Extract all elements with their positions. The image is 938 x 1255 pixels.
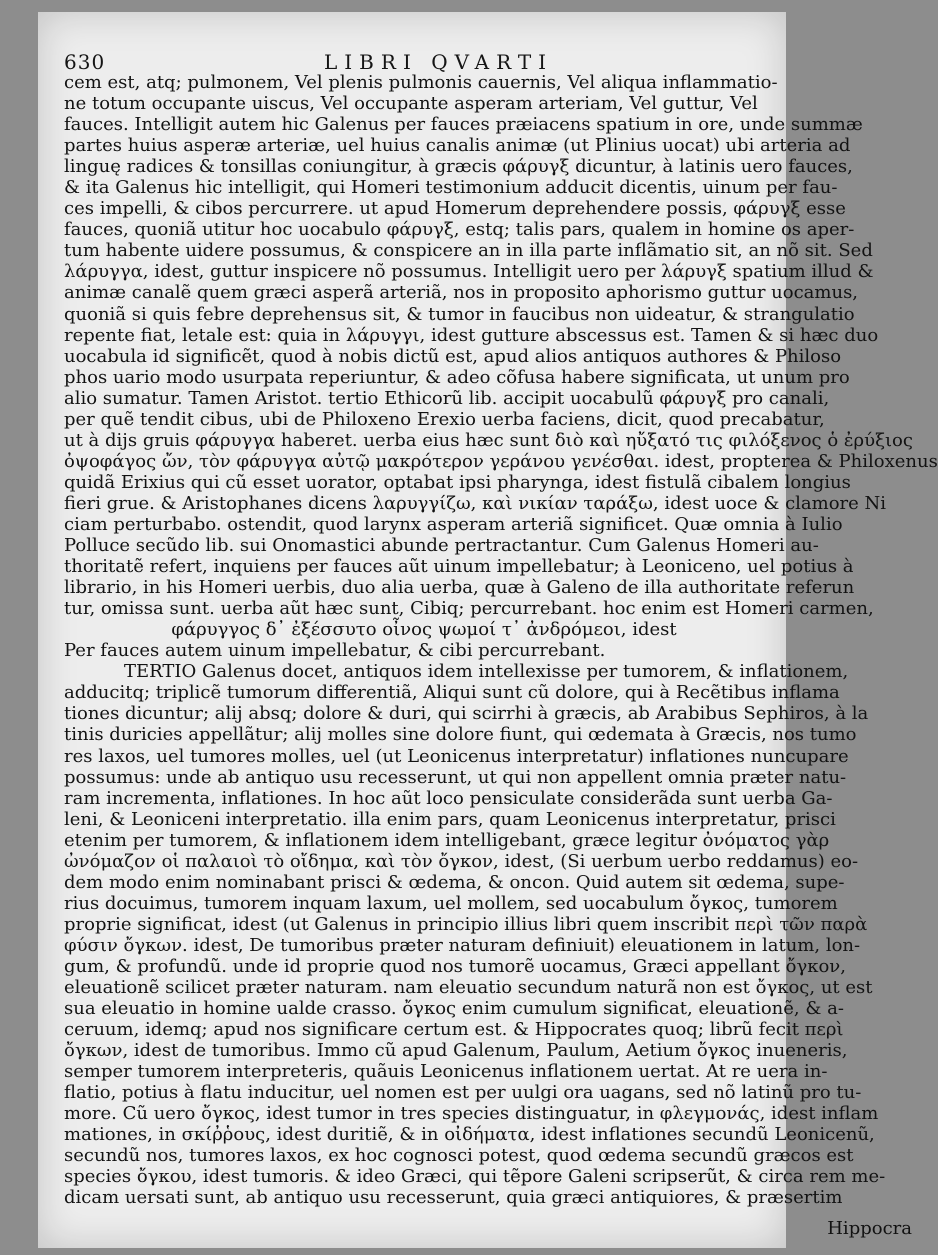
- text-line: ciam perturbabo. ostendit, quod larynx asperam arteriã significet. Quæ omnia à Iulio: [64, 513, 843, 535]
- text-line: fauces, quoniã utitur hoc uocabulo φάρυγξ, estq; talis pars, qualem in homine os aper-: [64, 219, 855, 241]
- text-line: ram incrementa, inflationes. In hoc aũt loco pensiculate considerãda sunt uerba Ga-: [64, 787, 833, 809]
- text-line: thoritatẽ refert, inquiens per fauces aũt uinum impellebatur; à Leoniceno, uel potius à: [64, 556, 854, 578]
- text-line: tur, omissa sunt. uerba aũt hæc sunt, Cibiq; percurrebant. hoc enim est Homeri carmen,: [64, 598, 874, 620]
- text-line: species ὄγκου, idest tumoris. & ideo Græci, qui tẽpore Galeni scripserũt, & circa rem me-: [64, 1166, 886, 1188]
- text-line: leni, & Leoniceni interpretatio. illa enim pars, quam Leonicenus interpretatur, prisci: [64, 808, 836, 830]
- text-line: ὠνόμαζον οἱ παλαιοὶ τὸ οἴδημα, καὶ τὸν ὄγκον, idest, (Si uerbum uerbo reddamus) eo-: [64, 850, 859, 872]
- text-line: more. Cũ uero ὄγκος, idest tumor in tres species distinguatur, in φλεγμονάς, idest inflam: [64, 1103, 879, 1125]
- text-line: tinis duricies appellãtur; alij molles sine dolore fiunt, qui œdemata à Græcis, nos tumo: [64, 724, 857, 746]
- text-line: ὀψοφάγος ὤν, τὸν φάρυγγα αὐτῷ μακρότερον γεράνου γενέσθαι. idest, propterea & Philoxenus: [64, 450, 938, 472]
- text-line: ceruum, idemq; apud nos significare certum est. & Hippocrates quoq; librũ fecit περὶ: [64, 1019, 844, 1041]
- text-line: ut à dijs gruis φάρυγγα haberet. uerba eius hæc sunt διὸ καὶ ηὔξατό τις φιλόξενος ὁ ἐρύξιος: [64, 429, 913, 451]
- text-line: librario, in his Homeri uerbis, duo alia uerba, quæ à Galeno de illa authoritate referun: [64, 577, 855, 599]
- running-head-title: LIBRI QVARTI: [324, 50, 554, 74]
- text-line: λάρυγγα, idest, guttur inspicere nõ possumus. Intelligit uero per λάρυγξ spatium illud &: [64, 261, 874, 283]
- text-line: linguę radices & tonsillas coniungitur, à græcis φάρυγξ dicuntur, à latinis uero fauces,: [64, 156, 853, 178]
- text-line: quidã Erixius qui cũ esset uorator, optabat ipsi pharynga, idest fistulã cibalem longius: [64, 471, 851, 493]
- text-line: secundũ nos, tumores laxos, ex hoc cognosci potest, quod œdema secundũ græcos est: [64, 1145, 854, 1167]
- text-line: adducitq; triplicẽ tumorum differentiã, Aliqui sunt cũ dolore, qui à Recẽtibus inflama: [64, 682, 840, 704]
- text-line: gum, & profundũ. unde id proprie quod nos tumorẽ uocamus, Græci appellant ὄγκον,: [64, 955, 846, 977]
- text-line: ὄγκων, idest de tumoribus. Immo cũ apud Galenum, Paulum, Aetium ὄγκος inueneris,: [64, 1040, 848, 1062]
- text-line: ces impelli, & cibos percurrere. ut apud Homerum deprehendere possis, φάρυγξ esse: [64, 198, 846, 220]
- text-line: res laxos, uel tumores molles, uel (ut Leonicenus interpretatur) inflationes nuncupare: [64, 745, 849, 767]
- text-line: tiones dicuntur; alij absq; dolore & duri, qui scirrhi à græcis, ab Arabibus Sephiros, à la: [64, 703, 869, 725]
- text-line: TERTIO Galenus docet, antiquos idem intellexisse per tumorem, & inflationem,: [124, 661, 849, 683]
- text-line: dem modo enim nominabant prisci & œdema, & oncon. Quid autem sit œdema, supe-: [64, 871, 845, 893]
- text-line: fieri grue. & Aristophanes dicens λαρυγγίζω, καὶ νικίαν ταράξω, idest uoce & clamore Ni: [64, 492, 887, 514]
- running-head: [64, 42, 784, 72]
- catchword: Hippocra: [827, 1218, 912, 1239]
- text-line: semper tumorem interpreteris, quãuis Leonicenus inflationem uertat. At re uera in-: [64, 1061, 828, 1083]
- text-line: partes huius asperæ arteriæ, uel huius canalis animæ (ut Plinius uocat) ubi arteria ad: [64, 135, 851, 157]
- text-line: cem est, atq; pulmonem, Vel plenis pulmonis cauernis, Vel aliqua inflammatio-: [64, 72, 778, 93]
- text-line: φύσιν ὄγκων. idest, De tumoribus præter naturam definiuit) eleuationem in latum, lon-: [64, 934, 861, 956]
- text-line: per quẽ tendit cibus, ubi de Philoxeno Erexio uerba faciens, dicit, quod precabatur,: [64, 408, 825, 430]
- text-line: eleuationẽ scilicet præter naturam. nam eleuatio secundum naturã non est ὄγκος, ut est: [64, 977, 873, 999]
- text-line: animæ canalẽ quem græci asperã arteriã, nos in proposito aphorismo guttur uocamus,: [64, 282, 859, 304]
- text-line: uocabula id significẽt, quod à nobis dictũ est, apud alios antiquos authores & Philoso: [64, 345, 842, 367]
- body-text: [64, 72, 938, 1209]
- text-line: mationes, in σκίῤῥους, idest duritiẽ, & in οἰδήματα, idest inflationes secundũ Leonicenũ,: [64, 1124, 875, 1146]
- text-line: flatio, potius à flatu inducitur, uel nomen est per uulgi ora uagans, sed nõ latinũ pro tu-: [64, 1082, 862, 1104]
- text-line: ne totum occupante uiscus, Vel occupante asperam arteriam, Vel guttur, Vel: [64, 93, 758, 115]
- text-line: rius docuimus, tumorem inquam laxum, uel mollem, sed uocabulum ὄγκος, tumorem: [64, 892, 838, 914]
- text-line: etenim per tumorem, & inflationem idem intelligebant, græce legitur ὀνόματος γὰρ: [64, 829, 830, 851]
- text-line: repente fiat, letale est: quia in λάρυγγι, idest gutture abscessus est. Tamen & si hæc duo: [64, 324, 879, 346]
- text-line: Polluce secũdo lib. sui Onomastici abunde pertractantur. Cum Galenus Homeri au-: [64, 535, 819, 557]
- text-line: proprie significat, idest (ut Galenus in principio illius libri quem inscribit περὶ τῶν παρὰ: [64, 913, 868, 935]
- text-line: Per fauces autem uinum impellebatur, & cibi percurrebant.: [64, 640, 606, 662]
- text-line: dicam uersati sunt, ab antiquo usu recesserunt, quia græci antiquiores, & præsertim: [64, 1187, 843, 1209]
- text-line: alio sumatur. Tamen Aristot. tertio Ethicorũ lib. accipit uocabulũ φάρυγξ pro canali,: [64, 387, 830, 409]
- text-line: tum habente uidere possumus, & conspicere an in illa parte inflãmatio sit, an nõ sit. Sed: [64, 240, 873, 262]
- text-line: fauces. Intelligit autem hic Galenus per fauces præiacens spatium in ore, unde summæ: [64, 114, 863, 136]
- page-number: 630: [64, 50, 106, 74]
- text-line: sua eleuatio in homine ualde crasso. ὄγκος enim cumulum significat, eleuationẽ, & a-: [64, 998, 844, 1020]
- text-line: quoniã si quis febre deprehensus sit, & tumor in faucibus non uideatur, & strangulatio: [64, 303, 855, 325]
- text-line: & ita Galenus hic intelligit, qui Homeri testimonium adducit dicentis, uinum per fau-: [64, 177, 838, 199]
- text-line: phos uario modo usurpata reperiuntur, & adeo cõfusa habere significata, ut unum pro: [64, 366, 850, 388]
- text-line: φάρυγγος δ᾽ ἐξέσσυτο οἶνος ψωμοί τ᾽ ἀνδρόμεοι, idest: [171, 619, 677, 641]
- text-line: possumus: unde ab antiquo usu recesserunt, ut qui non appellent omnia præter natu-: [64, 766, 847, 788]
